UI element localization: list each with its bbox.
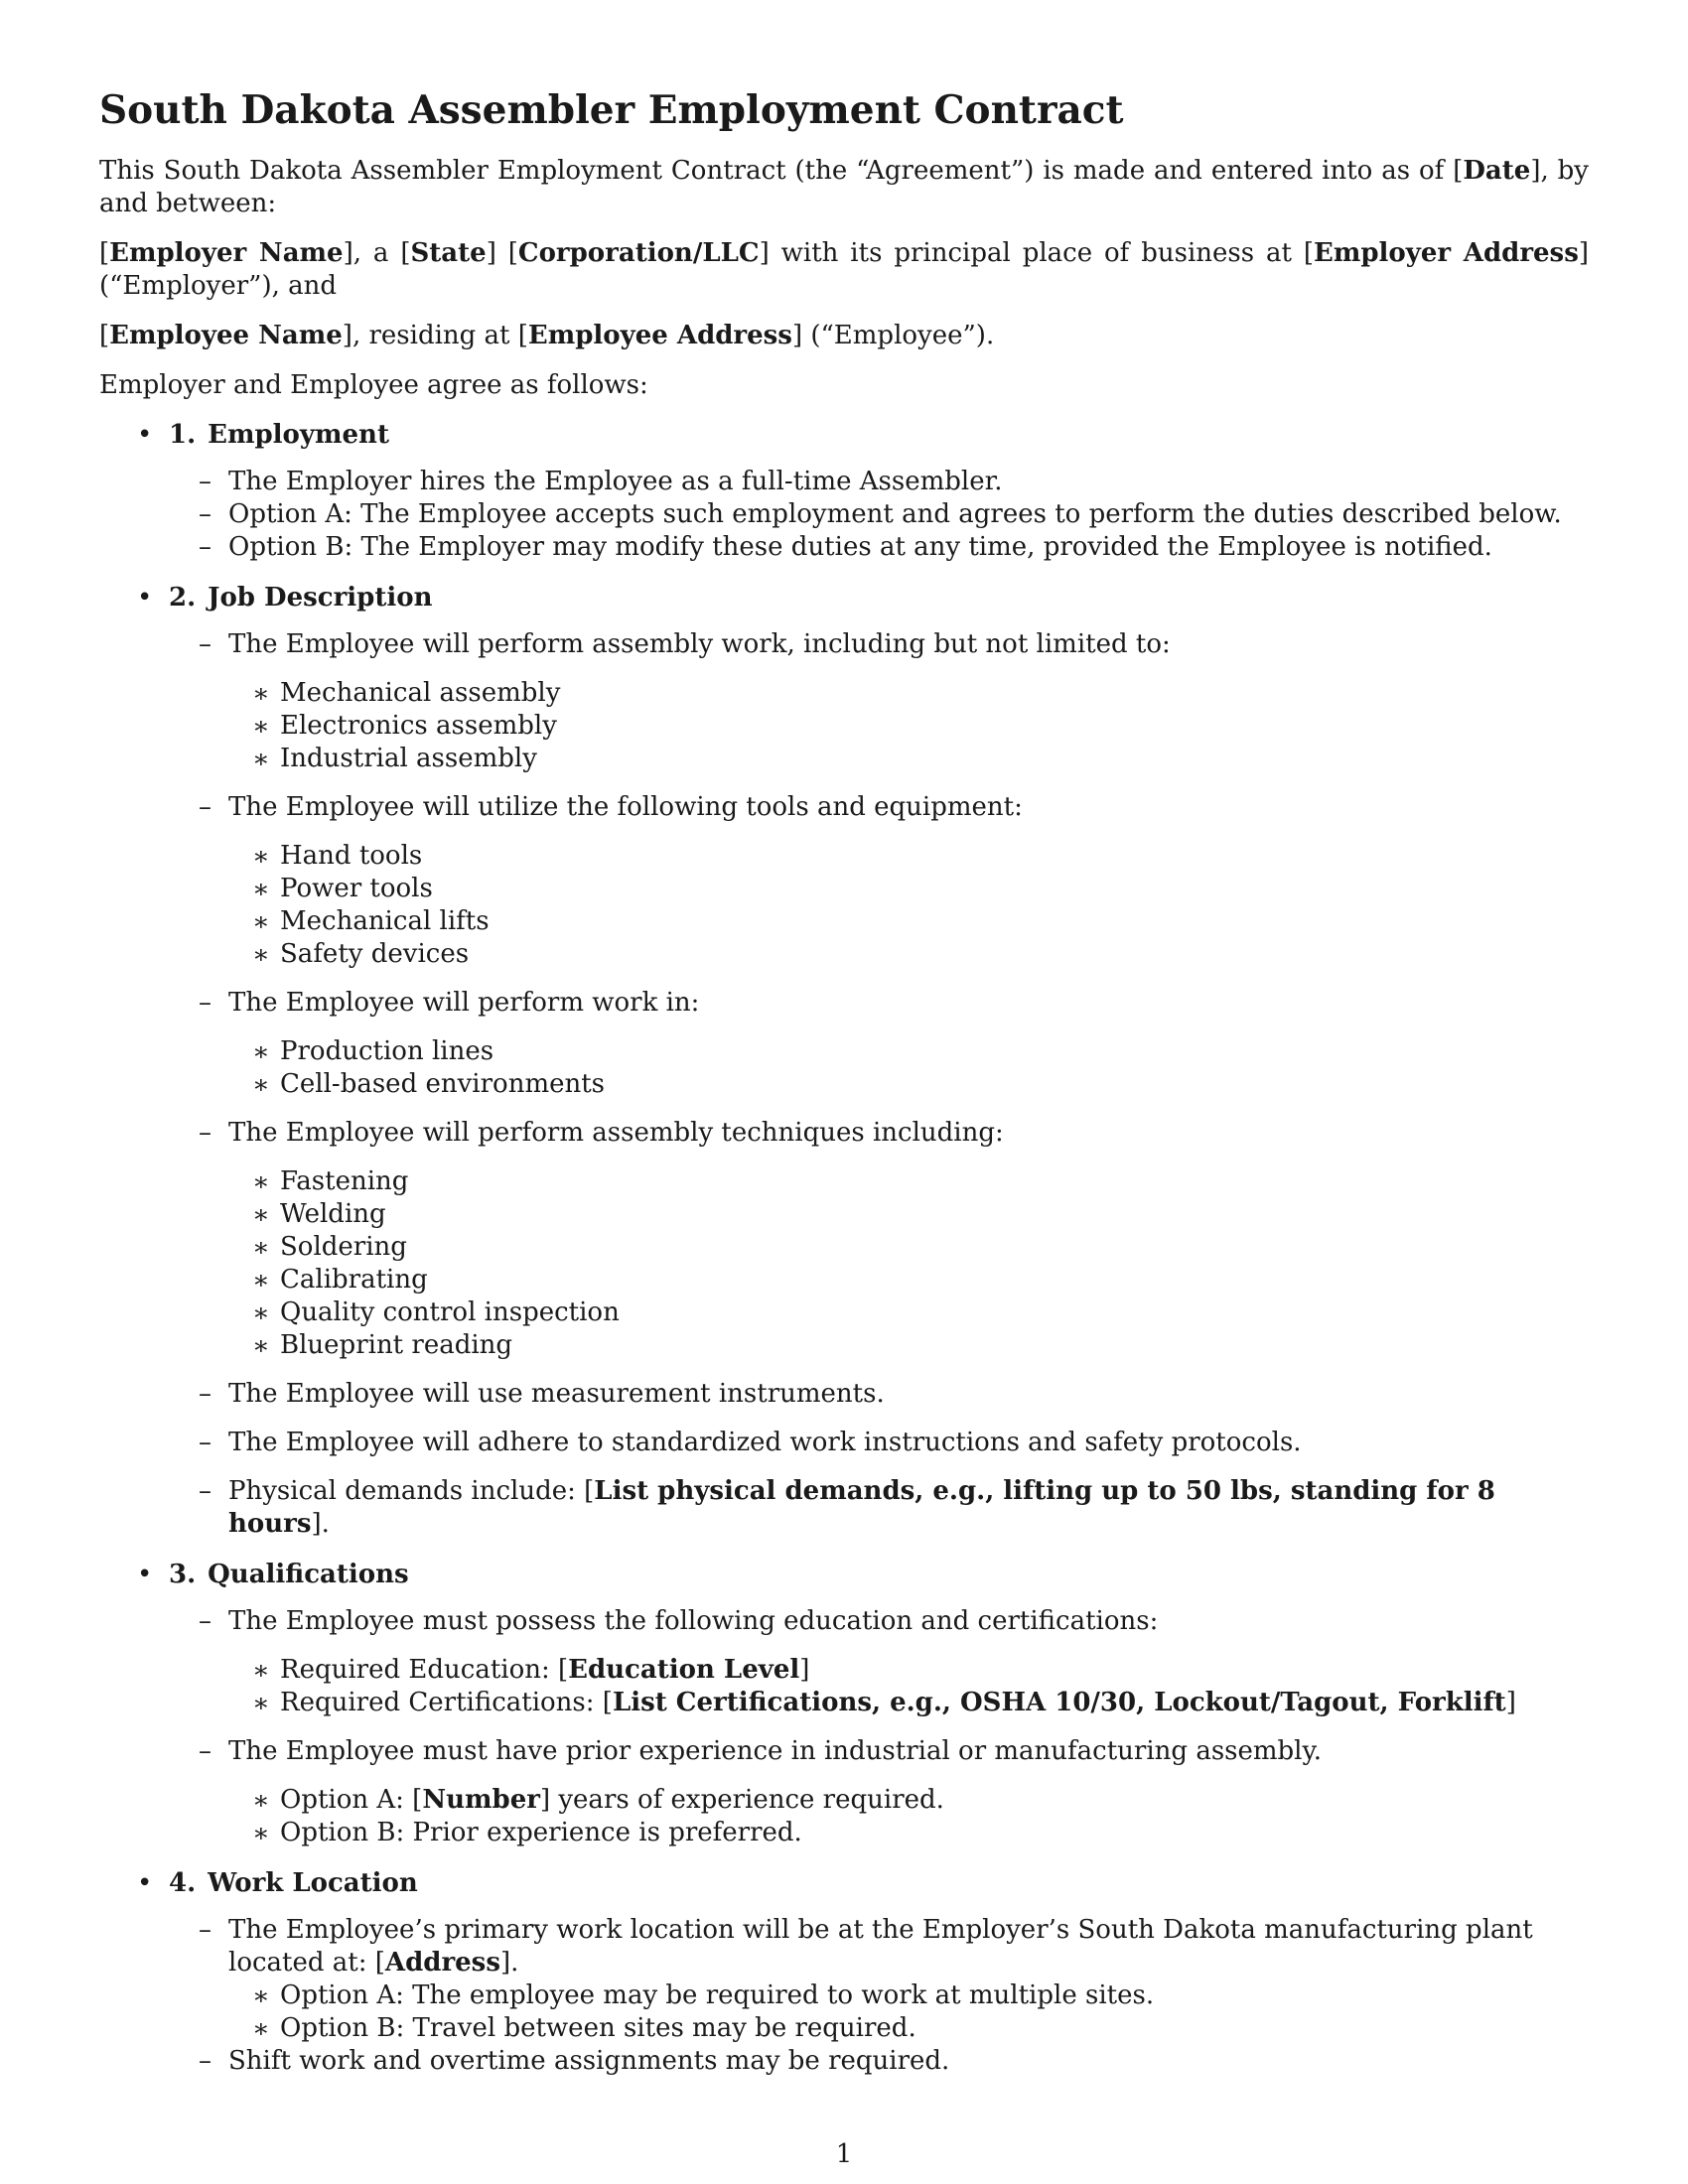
item-text: ] years of experience required. — [539, 1785, 944, 1815]
location-options — [228, 1979, 1589, 2045]
date-placeholder: Date — [1463, 156, 1531, 186]
section-heading — [169, 582, 1589, 614]
section-title: Employment — [208, 420, 389, 450]
section-employment — [99, 419, 1589, 564]
list-item — [169, 791, 1589, 971]
years-placeholder: Number — [422, 1785, 540, 1815]
sub-item: ∗ Calibrating — [228, 1264, 1589, 1297]
experience-list — [228, 1784, 1589, 1849]
sub-item — [228, 1784, 1589, 1817]
sub-item: ∗ Option A: The employee may be required to work at multiple sites. — [228, 1979, 1589, 2012]
sub-item: ∗ Soldering — [228, 1231, 1589, 1264]
sub-item — [228, 1687, 1589, 1719]
text: ] [ — [486, 238, 518, 268]
sub-item: ∗ Hand tools — [228, 840, 1589, 873]
page-number: 1 — [835, 2139, 853, 2169]
section-number: 1. — [169, 420, 197, 450]
sub-item: ∗ Safety devices — [228, 938, 1589, 971]
sub-item: ∗ Industrial assembly — [228, 743, 1589, 775]
tools-list — [228, 840, 1589, 971]
list-item — [169, 1735, 1589, 1849]
sub-item: ∗ Mechanical lifts — [228, 905, 1589, 938]
sub-item: ∗ Option B: Travel between sites may be required. — [228, 2012, 1589, 2045]
bracket: [ — [99, 238, 110, 268]
bracket: [ — [99, 321, 110, 350]
section-number: 4. — [169, 1868, 197, 1898]
environments-list — [228, 1035, 1589, 1101]
sub-item: ∗ Option B: Prior experience is preferred. — [228, 1817, 1589, 1849]
text: ] (“Employee”). — [791, 321, 995, 350]
list-item: – Option B: The Employer may modify these duties at any time, provided the Employee is notified. — [169, 531, 1589, 564]
item-text: Physical demands include: [ — [228, 1476, 595, 1506]
section-title: Work Location — [208, 1868, 418, 1898]
sub-item: ∗ Mechanical assembly — [228, 677, 1589, 710]
section-title: Job Description — [208, 583, 433, 613]
section-number: 3. — [169, 1560, 197, 1589]
item-text: Option A: [ — [280, 1785, 423, 1815]
sub-item: ∗ Quality control inspection — [228, 1297, 1589, 1329]
section-heading — [169, 1559, 1589, 1591]
intro-text: This South Dakota Assembler Employment Contract (the “Agreement”) is made and entered into as of [ — [99, 156, 1464, 186]
item-text: The Employee will perform work in: — [228, 988, 700, 1018]
list-item: – Shift work and overtime assignments may be required. — [169, 2045, 1589, 2078]
text: ], a [ — [343, 238, 411, 268]
techniques-list — [228, 1165, 1589, 1362]
document-title: South Dakota Assembler Employment Contract — [99, 87, 1124, 133]
sections-list — [99, 419, 1589, 2078]
section-qualifications — [99, 1559, 1589, 1849]
employee-address-placeholder: Employee Address — [527, 321, 792, 350]
item-text: The Employee will perform assembly work, including but not limited to: — [228, 629, 1171, 659]
item-text: Required Education: [ — [280, 1655, 569, 1685]
list-item: – The Employee will use measurement instruments. — [169, 1378, 1589, 1411]
item-text: The Employee must possess the following education and certifications: — [228, 1606, 1159, 1636]
section-heading — [169, 1867, 1589, 1900]
intro-paragraph — [99, 155, 1589, 220]
agreement-lead: Employer and Employee agree as follows: — [99, 370, 648, 400]
list-item — [169, 1475, 1589, 1541]
sub-item: ∗ Electronics assembly — [228, 710, 1589, 743]
sub-item: ∗ Blueprint reading — [228, 1329, 1589, 1362]
list-item — [169, 987, 1589, 1101]
work-types — [228, 677, 1589, 775]
section-title: Qualifications — [208, 1560, 409, 1589]
employment-items — [169, 466, 1589, 564]
item-text: The Employee must have prior experience in industrial or manufacturing assembly. — [228, 1736, 1323, 1766]
education-level-placeholder: Education Level — [568, 1655, 800, 1685]
list-item — [169, 1117, 1589, 1362]
item-text: ]. — [311, 1509, 330, 1539]
item-text: The Employee’s primary work location will be at the Employer’s South Dakota manufacturing plant located at: [ — [228, 1915, 1533, 1978]
text: ] with its principal place of business at [ — [759, 238, 1315, 268]
text: ], residing at [ — [342, 321, 528, 350]
item-text: Required Certifications: [ — [280, 1688, 613, 1717]
section-heading — [169, 419, 1589, 452]
section-job-description — [99, 582, 1589, 1541]
employee-name-placeholder: Employee Name — [109, 321, 343, 350]
item-text: ]. — [499, 1948, 519, 1978]
sub-item: ∗ Cell-based environments — [228, 1068, 1589, 1101]
item-text: ] — [799, 1655, 810, 1685]
employer-address-placeholder: Employer Address — [1314, 238, 1579, 268]
document-content — [99, 85, 1589, 2096]
employer-name-placeholder: Employer Name — [109, 238, 344, 268]
sub-item: ∗ Production lines — [228, 1035, 1589, 1068]
list-item — [169, 1605, 1589, 1719]
list-item: – The Employer hires the Employee as a full-time Assembler. — [169, 466, 1589, 498]
sub-item: ∗ Welding — [228, 1198, 1589, 1231]
list-item: – Option A: The Employee accepts such employment and agrees to perform the duties described below. — [169, 498, 1589, 531]
sub-item: ∗ Power tools — [228, 873, 1589, 905]
state-placeholder: State — [410, 238, 487, 268]
work-location-items — [169, 1914, 1589, 2078]
section-work-location — [99, 1867, 1589, 2078]
job-description-items — [169, 628, 1589, 1541]
qualifications-items — [169, 1605, 1589, 1849]
section-number: 2. — [169, 583, 197, 613]
physical-demands-placeholder: List physical demands, e.g., lifting up to 50 lbs, standing for 8 hours — [228, 1476, 1495, 1539]
education-list — [228, 1654, 1589, 1719]
employee-paragraph — [99, 320, 1589, 352]
address-placeholder: Address — [384, 1948, 500, 1978]
list-item — [169, 628, 1589, 775]
sub-item: ∗ Fastening — [228, 1165, 1589, 1198]
list-item — [169, 1914, 1589, 2045]
employer-paragraph — [99, 237, 1589, 303]
text: ] (“Employer”), and — [99, 238, 1589, 301]
intro-text: ], by and between: — [99, 156, 1589, 218]
entity-placeholder: Corporation/LLC — [517, 238, 760, 268]
item-text: ] — [1505, 1688, 1516, 1717]
sub-item — [228, 1654, 1589, 1687]
item-text: The Employee will utilize the following tools and equipment: — [228, 792, 1023, 822]
item-text: The Employee will perform assembly techniques including: — [228, 1118, 1004, 1148]
certifications-placeholder: List Certifications, e.g., OSHA 10/30, Lockout/Tagout, Forklift — [612, 1688, 1506, 1717]
list-item: – The Employee will adhere to standardized work instructions and safety protocols. — [169, 1427, 1589, 1459]
